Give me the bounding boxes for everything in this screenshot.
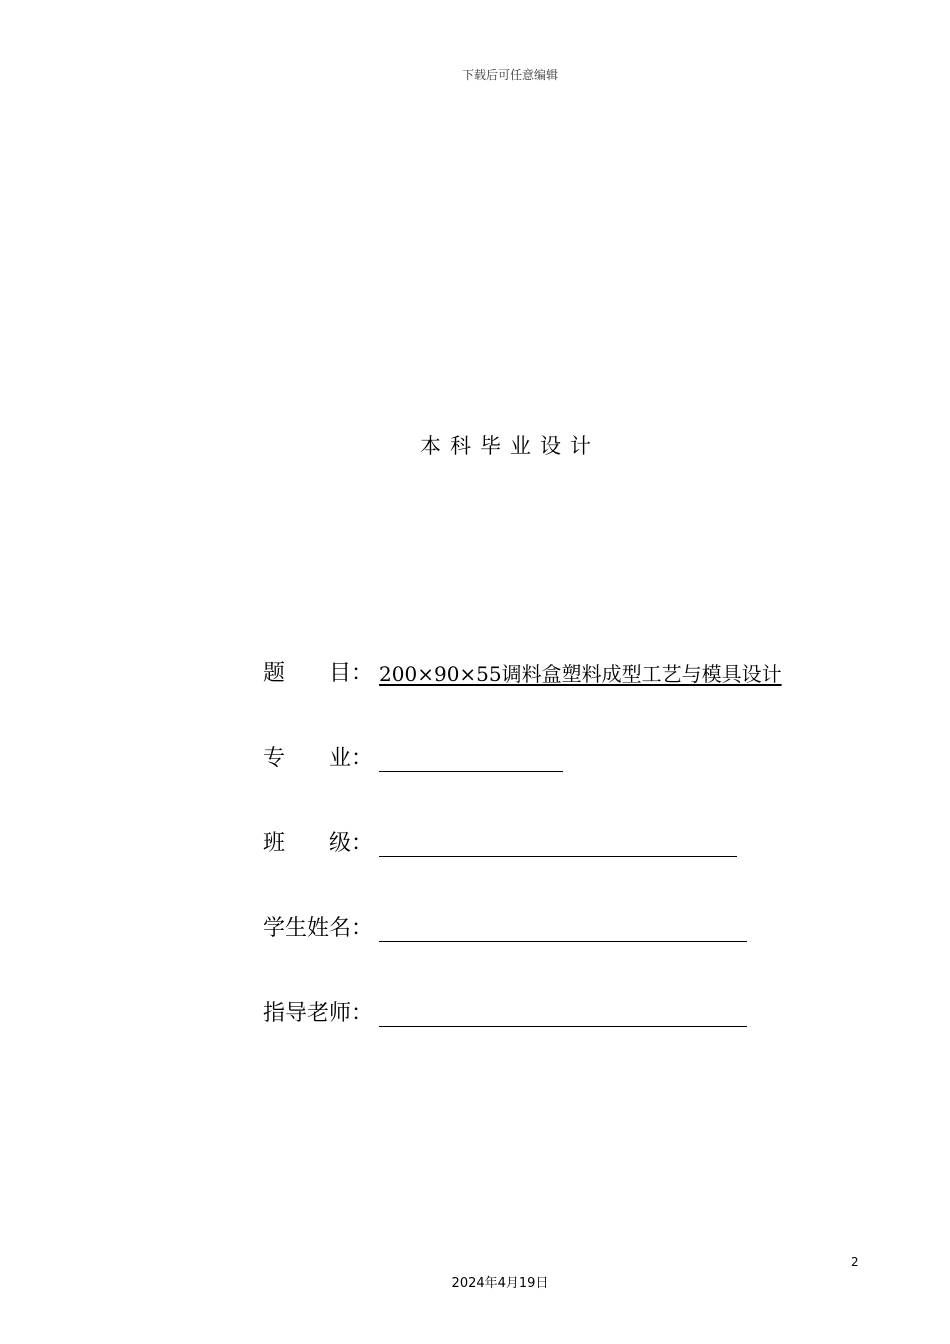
- document-title: 本科毕业设计: [420, 434, 600, 458]
- student-name-value-line: [379, 917, 747, 942]
- topic-label: 题 目: [263, 661, 352, 686]
- advisor-value-line: [379, 1002, 747, 1027]
- class-label: 班 级: [263, 831, 352, 856]
- class-field: [263, 826, 737, 857]
- student-name-colon: ：: [351, 916, 374, 941]
- major-field: [263, 741, 563, 772]
- class-colon: ：: [351, 831, 374, 856]
- topic-value: 200×90×55调料盒塑料成型工艺与模具设计: [379, 662, 782, 686]
- advisor-colon: ：: [351, 1001, 374, 1026]
- class-value-line: [379, 832, 737, 857]
- major-value-line: [379, 747, 563, 772]
- major-colon: ：: [351, 746, 374, 771]
- header-note: 下载后可任意编辑: [461, 68, 558, 82]
- advisor-label: 指导老师: [263, 1001, 352, 1026]
- page-number: 2: [851, 1255, 859, 1269]
- student-name-field: [263, 911, 747, 942]
- footer-date: 2024年4月19日: [451, 1276, 549, 1291]
- topic-field: [263, 656, 782, 687]
- student-name-label: 学生姓名: [263, 916, 352, 941]
- advisor-field: [263, 996, 747, 1027]
- topic-colon: ：: [351, 661, 374, 686]
- major-label: 专 业: [263, 746, 352, 771]
